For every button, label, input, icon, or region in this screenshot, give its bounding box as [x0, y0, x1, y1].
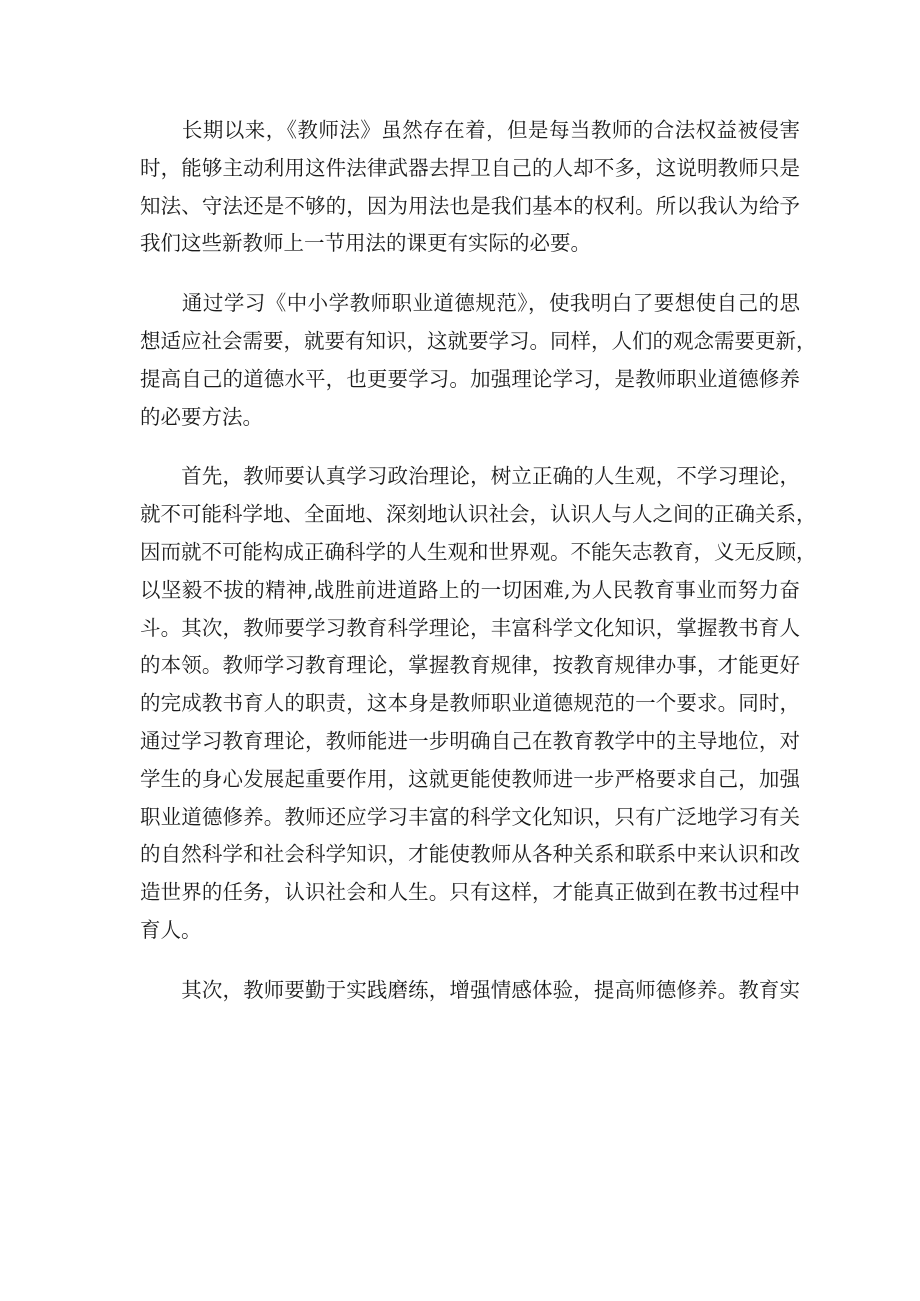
text-line: 的本领。教师学习教育理论，掌握教育规律，按教育规律办事，才能更好	[140, 653, 800, 678]
text-line: 因而就不可能构成正确科学的人生观和世界观。不能矢志教育，义无反顾，	[140, 539, 817, 564]
paragraph	[140, 112, 800, 263]
text-line: 的必要方法。	[140, 404, 263, 429]
paragraph	[140, 285, 817, 436]
text-line: 提高自己的道德水平，也更要学习。加强理论学习，是教师职业道德修养	[140, 366, 800, 391]
text-line: 的自然科学和社会科学知识，才能使教师从各种关系和联系中来认识和改	[140, 842, 800, 867]
text-line: 知法、守法还是不够的，因为用法也是我们基本的权利。所以我认为给予	[140, 193, 800, 218]
paragraph	[140, 972, 800, 1010]
text-line: 我们这些新教师上一节用法的课更有实际的必要。	[140, 231, 591, 256]
text-line: 斗。其次，教师要学习教育科学理论，丰富科学文化知识，掌握教书育人	[140, 615, 800, 640]
document-body	[140, 112, 817, 1032]
text-line: 其次，教师要勤于实践磨练，增强情感体验，提高师德修养。教育实	[140, 977, 800, 1002]
text-line: 以坚毅不拔的精神,战胜前进道路上的一切困难,为人民教育事业而努力奋	[140, 577, 800, 602]
text-line: 首先，教师要认真学习政治理论，树立正确的人生观，不学习理论，	[140, 464, 800, 489]
text-line: 想适应社会需要，就要有知识，这就要学习。同样，人们的观念需要更新，	[140, 328, 817, 353]
text-line: 就不可能科学地、全面地、深刻地认识社会，认识人与人之间的正确关系，	[140, 502, 817, 527]
text-line: 通过学习《中小学教师职业道德规范》，使我明白了要想使自己的思	[140, 291, 800, 316]
text-line: 的完成教书育人的职责，这本身是教师职业道德规范的一个要求。同时，	[140, 691, 800, 716]
text-line: 造世界的任务，认识社会和人生。只有这样，才能真正做到在教书过程中	[140, 880, 800, 905]
paragraph	[140, 458, 817, 949]
text-line: 长期以来，《教师法》虽然存在着，但是每当教师的合法权益被侵害	[140, 118, 800, 142]
text-line: 育人。	[140, 917, 202, 942]
text-line: 学生的身心发展起重要作用，这就更能使教师进一步严格要求自己，加强	[140, 766, 800, 791]
text-line: 通过学习教育理论，教师能进一步明确自己在教育教学中的主导地位，对	[140, 728, 800, 753]
text-line: 职业道德修养。教师还应学习丰富的科学文化知识，只有广泛地学习有关	[140, 804, 800, 829]
text-line: 时，能够主动利用这件法律武器去捍卫自己的人却不多，这说明教师只是	[140, 155, 800, 180]
